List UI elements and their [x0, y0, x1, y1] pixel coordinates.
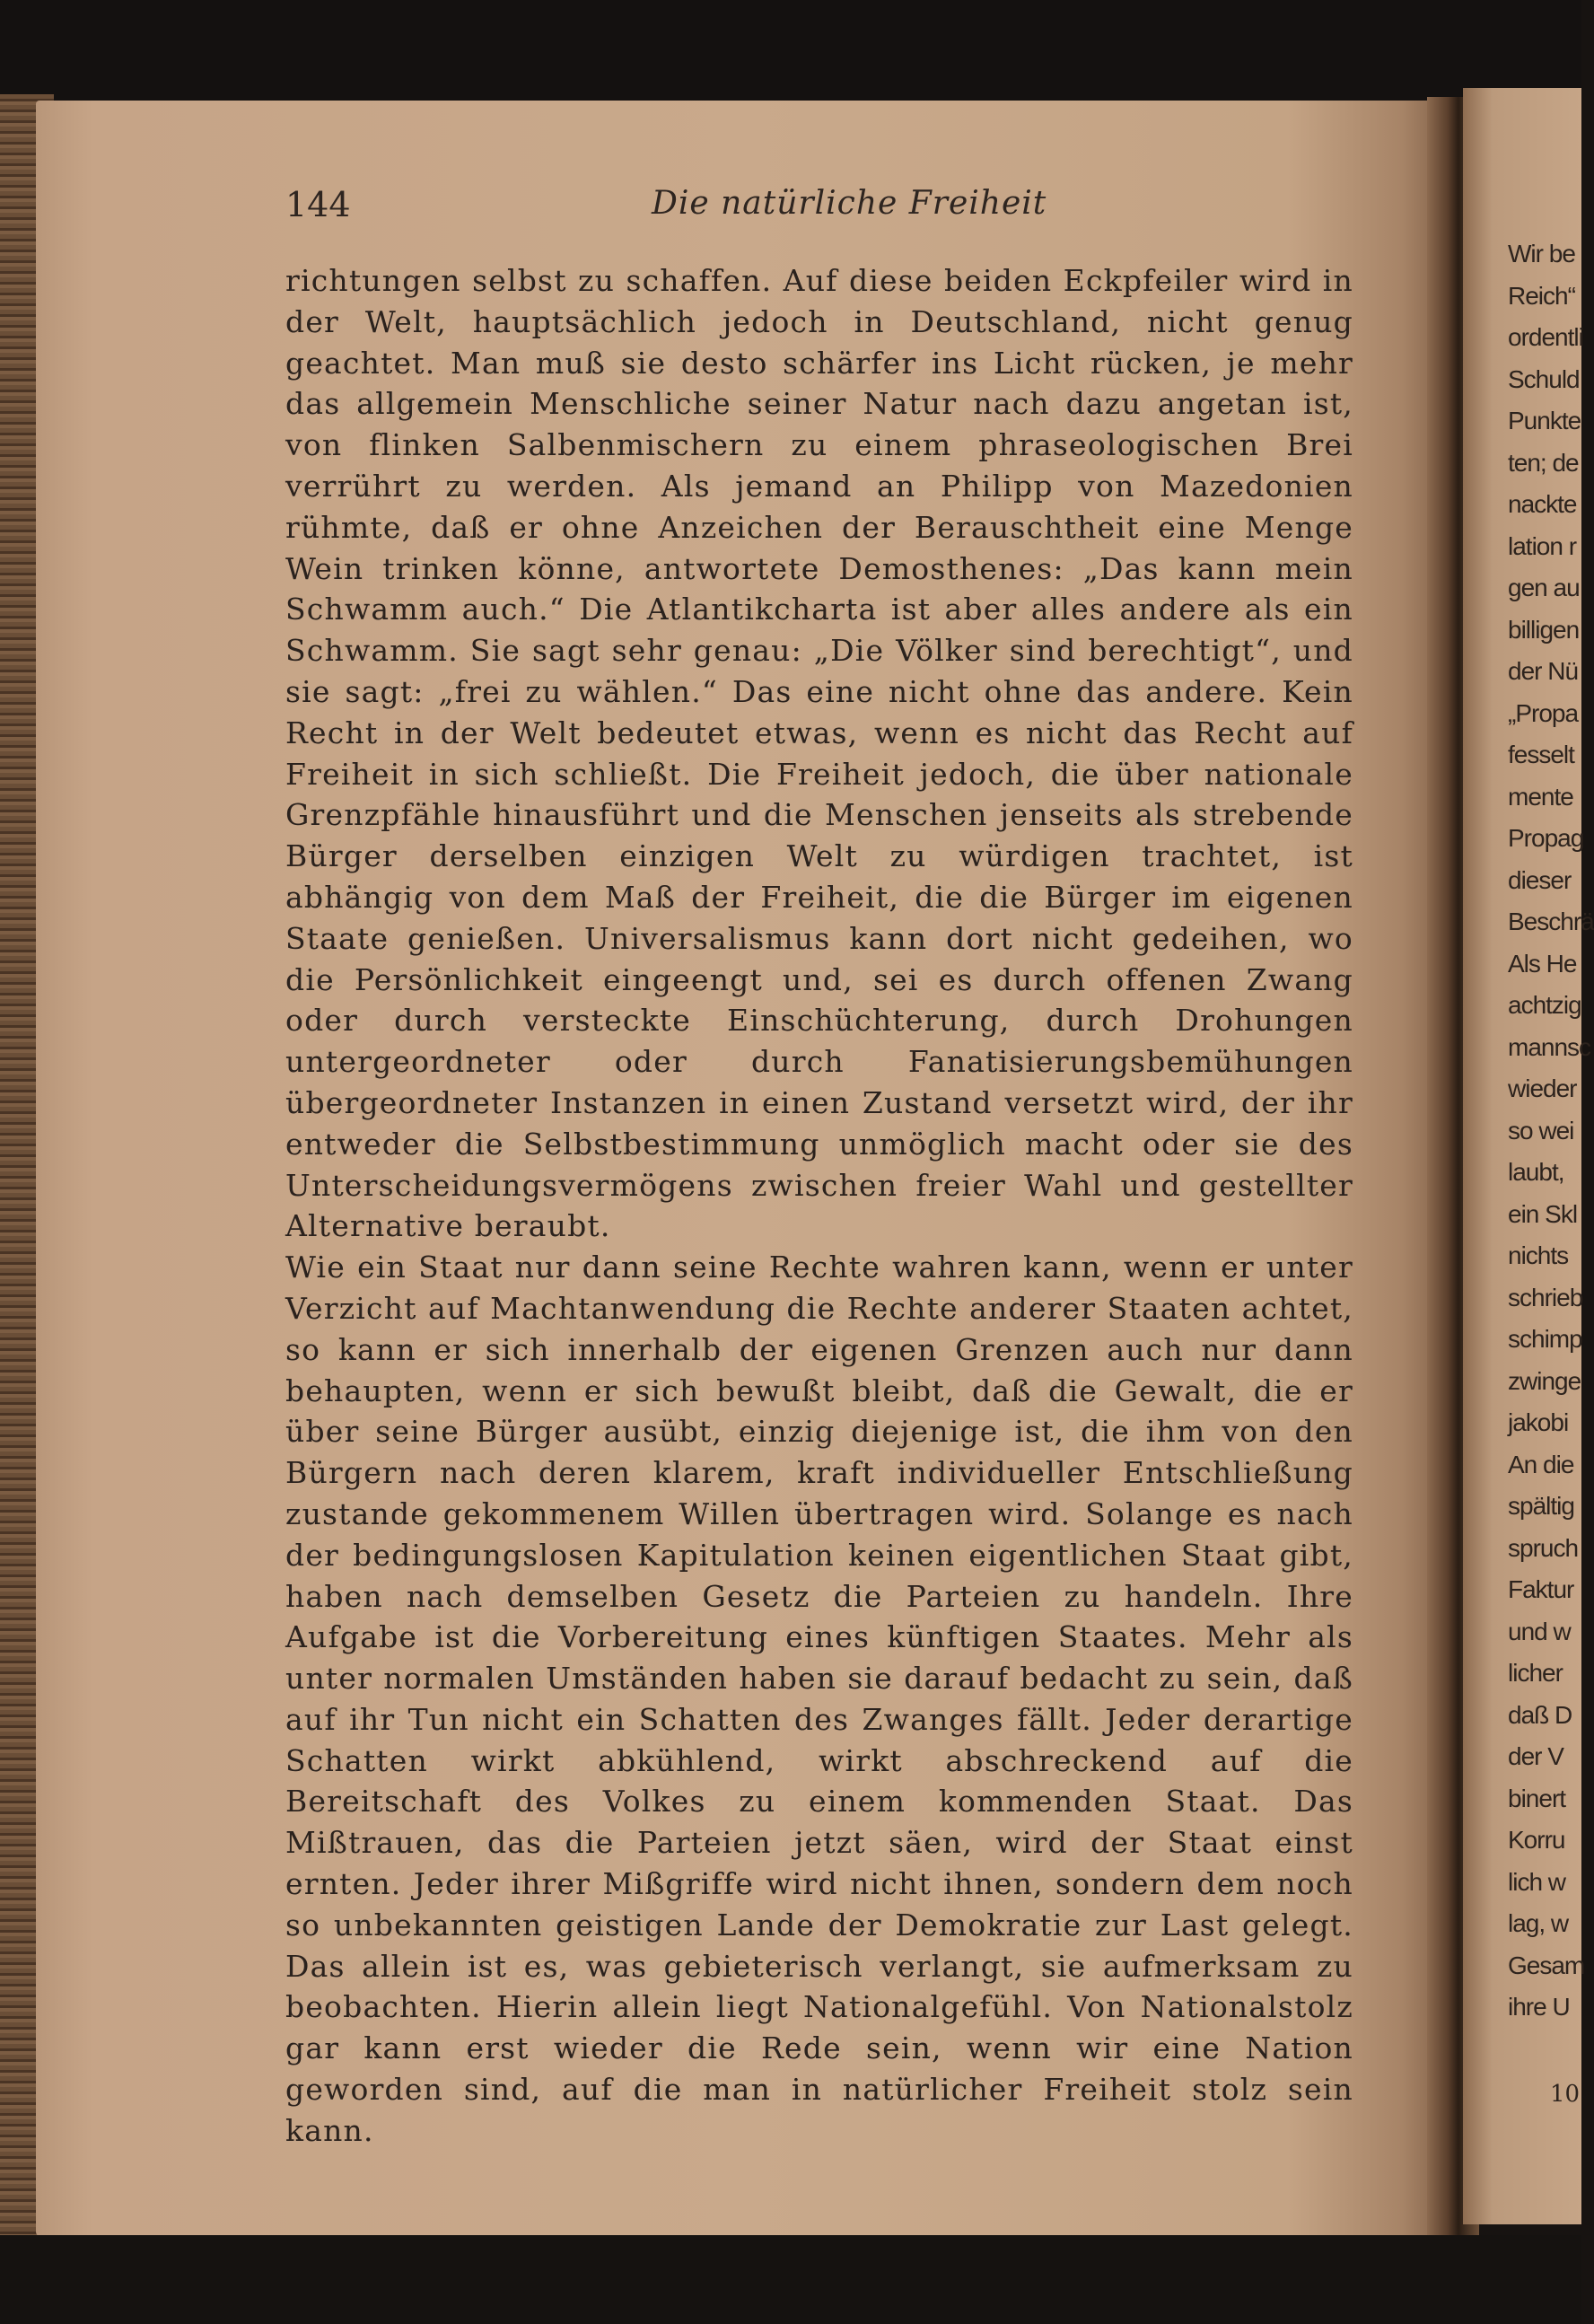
right-page-line: nichts	[1508, 1241, 1569, 1269]
right-page-line: spruch	[1508, 1533, 1579, 1562]
page-header	[285, 180, 1362, 230]
right-page-line: Beschrä	[1508, 908, 1594, 935]
right-page-line: Gesam	[1508, 1951, 1585, 1979]
right-page-line: der Nü	[1508, 657, 1579, 685]
right-page-line: Faktur	[1508, 1575, 1574, 1603]
right-page-line: gen au	[1508, 574, 1580, 601]
right-page-line: fesselt	[1508, 741, 1574, 768]
right-page-line: Schuld	[1508, 364, 1580, 393]
right-page-line: billigen	[1508, 615, 1580, 644]
right-page-line: binert	[1508, 1784, 1566, 1812]
right-page-line: der V	[1508, 1742, 1563, 1770]
right-page-text	[1508, 233, 1594, 2029]
paragraph: richtungen selbst zu schaffen. Auf diese beiden Eckpfeiler wird in der Welt, hauptsächlich jedoch in Deutschland, nicht genug geachtet. Man muß sie desto schärfer ins Licht rücken, je mehr das allgemein Menschliche seiner Natur nach dazu angetan ist, von flinken Salbenmischern zu einem phraseologischen Brei verrührt zu werden. Als jemand an Philipp von Mazedonien rühmte, daß er ohne Anzeichen der Berauschtheit eine Menge Wein trinken könne, antwortete Demosthenes: „Das kann mein Schwamm auch.“ Die Atlantikcharta ist aber alles andere als ein Schwamm. Sie sagt sehr genau: „Die Völker sind berechtigt“, und sie sagt: „frei zu wählen.“ Das eine nicht ohne das andere. Kein Recht in der Welt bedeutet etwas, wenn es nicht das Recht auf Freiheit in sich schließt. Die Freiheit jedoch, die über nationale Grenzpfähle hinausführt und die Menschen jenseits als strebende Bürger derselben einzigen Welt zu würdigen trachtet, ist abhängig von dem Maß der Freiheit, die die Bürger im eigenen Staate genießen. Universalismus kann dort nicht gedeihen, wo die Persönlichkeit eingeengt und, sei es durch offenen Zwang oder durch versteckte Einschüchterung, durch Drohungen untergeordneter oder durch Fanatisierungsbemühungen übergeordneter Instanzen in einen Zustand versetzt wird, der ihr entweder die Selbstbestimmung unmöglich macht oder sie des Unterscheidungsvermögens zwischen freier Wahl und gestellter Alternative beraubt.	[285, 263, 1353, 1244]
right-page-line: ordentli	[1508, 323, 1583, 351]
right-page-line: schrieb	[1508, 1283, 1583, 1311]
right-page-line: Als He	[1508, 949, 1577, 978]
right-page-line: Punkte	[1508, 407, 1581, 434]
right-page-line: dieser	[1508, 865, 1572, 894]
right-page-line: jakobi	[1508, 1408, 1569, 1436]
right-page-line: An die	[1508, 1450, 1574, 1478]
right-page-line: achtzig	[1508, 991, 1581, 1019]
right-page-line: nackte	[1508, 490, 1577, 518]
right-page-line: Wir be	[1508, 240, 1575, 267]
right-page-line: schimp	[1508, 1325, 1582, 1353]
right-page-line: lation r	[1508, 531, 1577, 560]
right-page-line: spältig	[1508, 1492, 1574, 1520]
right-page-line: Korru	[1508, 1826, 1565, 1854]
right-page-line: lag, w	[1508, 1909, 1569, 1937]
right-page-line: Propag	[1508, 824, 1584, 852]
right-page-line: Reich“	[1508, 281, 1575, 310]
right-page-line: ten; de	[1508, 448, 1579, 477]
right-page-line: laubt,	[1508, 1158, 1564, 1186]
right-page-line: und w	[1508, 1617, 1571, 1645]
paragraph: Wie ein Staat nur dann seine Rechte wahren kann, wenn er unter Verzicht auf Machtanwendung die Rechte anderer Staaten achtet, so kann er sich innerhalb der eigenen Grenzen auch nur dann behaupten, wenn er sich bewußt bleibt, daß die Gewalt, die er über seine Bürger ausübt, einzig diejenige ist, die ihm von den Bürgern nach deren klarem, kraft individueller Entschließung zustande gekommenem Willen übertragen wird. Solange es nach der bedingungslosen Kapitulation keinen eigentlichen Staat gibt, haben nach demselben Gesetz die Parteien zu handeln. Ihre Aufgabe ist die Vorbereitung eines künftigen Staates. Mehr als unter normalen Umständen haben sie darauf bedacht zu sein, daß auf ihr Tun nicht ein Schatten des Zwanges fällt. Jeder derartige Schatten wirkt abkühlend, wirkt abschreckend auf die Bereitschaft des Volkes zu einem kommenden Staat. Das Mißtrauen, das die Parteien jetzt säen, wird der Staat einst ernten. Jeder ihrer Mißgriffe wird nicht ihnen, sondern dem noch so unbekannten geistigen Lande der Demokratie zur Last gelegt. Das allein ist es, was gebieterisch verlangt, sie aufmerksam zu beobachten. Hierin allein liegt Nationalgefühl. Von Nationalstolz gar kann erst wieder die Rede sein, wenn wir eine Nation geworden sind, auf die man in natürlicher Freiheit stolz sein kann.	[285, 1250, 1353, 2148]
right-page-line: zwinge	[1508, 1366, 1581, 1395]
right-page-line: ein Skl	[1508, 1199, 1578, 1228]
right-page-line: mente	[1508, 782, 1573, 811]
right-page-line: licher	[1508, 1659, 1563, 1687]
right-page-line: wieder	[1508, 1074, 1577, 1102]
right-page-line: mannsc	[1508, 1032, 1591, 1061]
background-top	[0, 0, 1581, 103]
right-page-line: ihre U	[1508, 1993, 1570, 2021]
background-bottom	[0, 2235, 1581, 2324]
running-title: Die natürliche Freiheit	[652, 185, 1047, 222]
right-page-line: „Propa	[1508, 698, 1579, 727]
right-page-line: lich w	[1508, 1867, 1566, 1896]
right-page-number: 10	[1550, 2081, 1581, 2108]
right-page-line: daß D	[1508, 1700, 1572, 1729]
body-text	[285, 260, 1353, 2152]
page-number: 144	[285, 185, 351, 224]
right-page-line: so wei	[1508, 1116, 1574, 1144]
